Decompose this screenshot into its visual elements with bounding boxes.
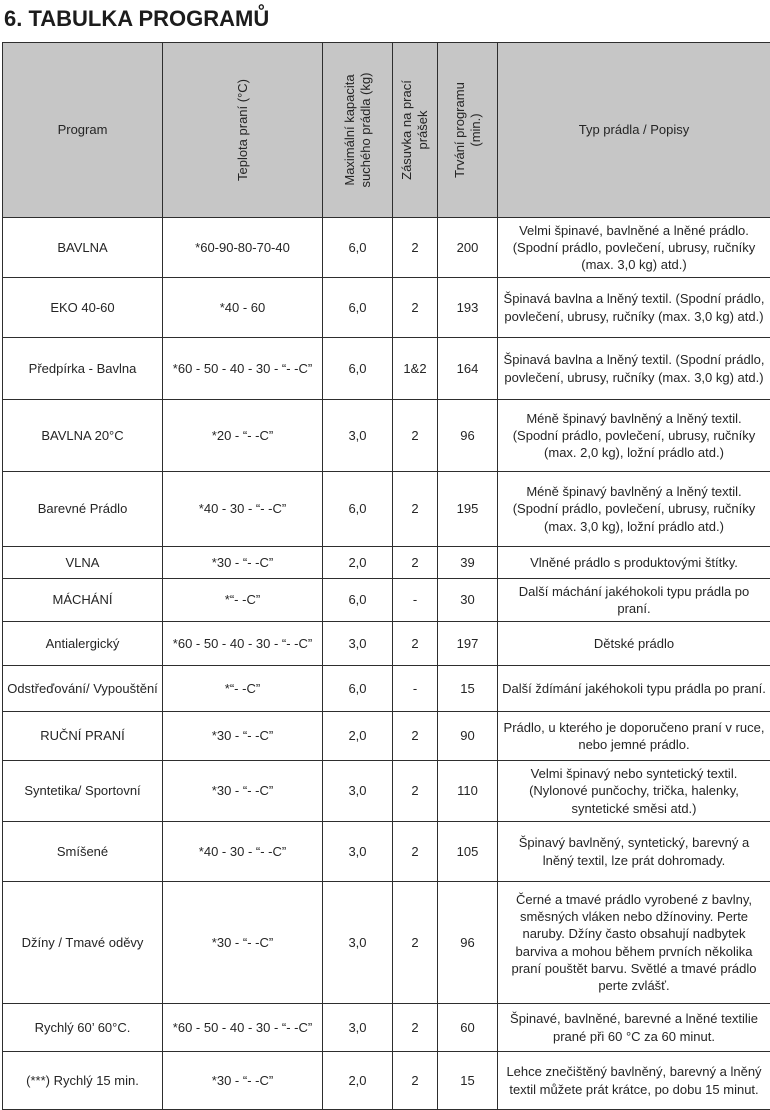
table-row [3, 666, 770, 712]
temperature-cell: *“- -C” [163, 579, 323, 622]
description-cell: Další máchání jakéhokoli typu prádla po praní. [498, 579, 770, 622]
table-row [3, 218, 770, 278]
temperature-cell: *60-90-80-70-40 [163, 218, 323, 278]
temperature-cell: *30 - “- -C” [163, 712, 323, 761]
temperature-cell: *60 - 50 - 40 - 30 - “- -C” [163, 1004, 323, 1052]
table-row [3, 1052, 770, 1110]
capacity-cell: 3,0 [323, 761, 393, 822]
drawer-cell: 2 [393, 472, 438, 547]
description-cell: Špinavý bavlněný, syntetický, barevný a lněný textil, lze prát dohromady. [498, 822, 770, 882]
drawer-cell: 2 [393, 218, 438, 278]
header-type: Typ prádla / Popisy [498, 43, 770, 218]
drawer-cell: 2 [393, 1004, 438, 1052]
description-cell: Další ždímání jakéhokoli typu prádla po praní. [498, 666, 770, 712]
capacity-cell: 2,0 [323, 712, 393, 761]
temperature-cell: *30 - “- -C” [163, 761, 323, 822]
drawer-cell: 1&2 [393, 338, 438, 400]
temperature-cell: *40 - 60 [163, 278, 323, 338]
header-drawer [393, 43, 438, 218]
header-temperature-label: Teplota praní (°C) [234, 78, 250, 182]
capacity-cell: 6,0 [323, 666, 393, 712]
program-cell: EKO 40-60 [3, 278, 163, 338]
duration-cell: 105 [438, 822, 498, 882]
temperature-cell: *30 - “- -C” [163, 882, 323, 1004]
table-row [3, 338, 770, 400]
temperature-cell: *60 - 50 - 40 - 30 - “- -C” [163, 622, 323, 666]
description-cell: Špinavé, bavlněné, barevné a lněné textilie prané při 60 °C za 60 minut. [498, 1004, 770, 1052]
header-duration [438, 43, 498, 218]
program-cell: Předpírka - Bavlna [3, 338, 163, 400]
description-cell: Méně špinavý bavlněný a lněný textil. (Spodní prádlo, povlečení, ubrusy, ručníky (max. 2,0 kg), ložní prádlo atd.) [498, 400, 770, 472]
duration-cell: 90 [438, 712, 498, 761]
drawer-cell: 2 [393, 822, 438, 882]
header-temperature [163, 43, 323, 218]
duration-cell: 15 [438, 666, 498, 712]
description-cell: Velmi špinavý nebo syntetický textil. (Nylonové punčochy, trička, halenky, syntetické směsi atd.) [498, 761, 770, 822]
temperature-cell: *40 - 30 - “- -C” [163, 822, 323, 882]
program-cell: Smíšené [3, 822, 163, 882]
program-cell: Antialergický [3, 622, 163, 666]
program-table [2, 42, 770, 1110]
program-cell: Rychlý 60’ 60°C. [3, 1004, 163, 1052]
duration-cell: 96 [438, 882, 498, 1004]
description-cell: Vlněné prádlo s produktovými štítky. [498, 547, 770, 579]
duration-cell: 195 [438, 472, 498, 547]
description-cell: Prádlo, u kterého je doporučeno praní v ruce, nebo jemné prádlo. [498, 712, 770, 761]
table-body [3, 218, 770, 1110]
table-row [3, 761, 770, 822]
drawer-cell: 2 [393, 400, 438, 472]
drawer-cell: 2 [393, 712, 438, 761]
table-row [3, 822, 770, 882]
program-cell: Odstřeďování/ Vypouštění [3, 666, 163, 712]
header-program: Program [3, 43, 163, 218]
capacity-cell: 2,0 [323, 547, 393, 579]
table-row [3, 1004, 770, 1052]
table-row [3, 547, 770, 579]
program-cell: MÁCHÁNÍ [3, 579, 163, 622]
temperature-cell: *“- -C” [163, 666, 323, 712]
program-cell: BAVLNA 20°C [3, 400, 163, 472]
drawer-cell: 2 [393, 1052, 438, 1110]
program-cell: Syntetika/ Sportovní [3, 761, 163, 822]
table-row [3, 472, 770, 547]
description-cell: Lehce znečištěný bavlněný, barevný a lněný textil můžete prát krátce, po dobu 15 minut. [498, 1052, 770, 1110]
description-cell: Dětské prádlo [498, 622, 770, 666]
capacity-cell: 3,0 [323, 1004, 393, 1052]
drawer-cell: 2 [393, 761, 438, 822]
duration-cell: 200 [438, 218, 498, 278]
drawer-cell: 2 [393, 622, 438, 666]
drawer-cell: 2 [393, 547, 438, 579]
description-cell: Černé a tmavé prádlo vyrobené z bavlny, směsných vláken nebo džínoviny. Perte naruby. Džíny často obsahují nadbytek barviva a mohou během prvních několika praní pouštět barvu. Světlé a tmavé prádlo perte zvlášť. [498, 882, 770, 1004]
capacity-cell: 6,0 [323, 278, 393, 338]
capacity-cell: 6,0 [323, 472, 393, 547]
temperature-cell: *30 - “- -C” [163, 547, 323, 579]
drawer-cell: - [393, 666, 438, 712]
drawer-cell: 2 [393, 278, 438, 338]
table-header [3, 43, 770, 218]
header-capacity-label: Maximální kapacita suchého prádla (kg) [341, 72, 373, 188]
capacity-cell: 3,0 [323, 882, 393, 1004]
drawer-cell: 2 [393, 882, 438, 1004]
table-row [3, 882, 770, 1004]
description-cell: Méně špinavý bavlněný a lněný textil. (Spodní prádlo, povlečení, ubrusy, ručníky (max. 3,0 kg), ložní prádlo atd.) [498, 472, 770, 547]
temperature-cell: *30 - “- -C” [163, 1052, 323, 1110]
program-cell: BAVLNA [3, 218, 163, 278]
capacity-cell: 6,0 [323, 218, 393, 278]
program-cell: Barevné Prádlo [3, 472, 163, 547]
duration-cell: 96 [438, 400, 498, 472]
program-cell: (***) Rychlý 15 min. [3, 1052, 163, 1110]
table-row [3, 400, 770, 472]
duration-cell: 39 [438, 547, 498, 579]
temperature-cell: *40 - 30 - “- -C” [163, 472, 323, 547]
description-cell: Špinavá bavlna a lněný textil. (Spodní prádlo, povlečení, ubrusy, ručníky (max. 3,0 kg) atd.) [498, 338, 770, 400]
drawer-cell: - [393, 579, 438, 622]
description-cell: Špinavá bavlna a lněný textil. (Spodní prádlo, povlečení, ubrusy, ručníky (max. 3,0 kg) atd.) [498, 278, 770, 338]
program-cell: RUČNÍ PRANÍ [3, 712, 163, 761]
program-cell: VLNA [3, 547, 163, 579]
duration-cell: 164 [438, 338, 498, 400]
duration-cell: 15 [438, 1052, 498, 1110]
temperature-cell: *20 - “- -C” [163, 400, 323, 472]
capacity-cell: 6,0 [323, 338, 393, 400]
header-duration-label: Trvání programu (min.) [451, 82, 483, 178]
capacity-cell: 3,0 [323, 622, 393, 666]
header-row [3, 43, 770, 218]
header-capacity [323, 43, 393, 218]
capacity-cell: 2,0 [323, 1052, 393, 1110]
temperature-cell: *60 - 50 - 40 - 30 - “- -C” [163, 338, 323, 400]
capacity-cell: 3,0 [323, 400, 393, 472]
duration-cell: 60 [438, 1004, 498, 1052]
duration-cell: 193 [438, 278, 498, 338]
capacity-cell: 3,0 [323, 822, 393, 882]
duration-cell: 30 [438, 579, 498, 622]
table-row [3, 579, 770, 622]
table-row [3, 622, 770, 666]
header-drawer-label: Zásuvka na prací prášek [398, 80, 430, 180]
page-title: 6. TABULKA PROGRAMŮ [4, 6, 270, 31]
table-row [3, 712, 770, 761]
description-cell: Velmi špinavé, bavlněné a lněné prádlo. (Spodní prádlo, povlečení, ubrusy, ručníky (max. 3,0 kg) atd.) [498, 218, 770, 278]
capacity-cell: 6,0 [323, 579, 393, 622]
duration-cell: 197 [438, 622, 498, 666]
duration-cell: 110 [438, 761, 498, 822]
program-cell: Džíny / Tmavé oděvy [3, 882, 163, 1004]
table-row [3, 278, 770, 338]
